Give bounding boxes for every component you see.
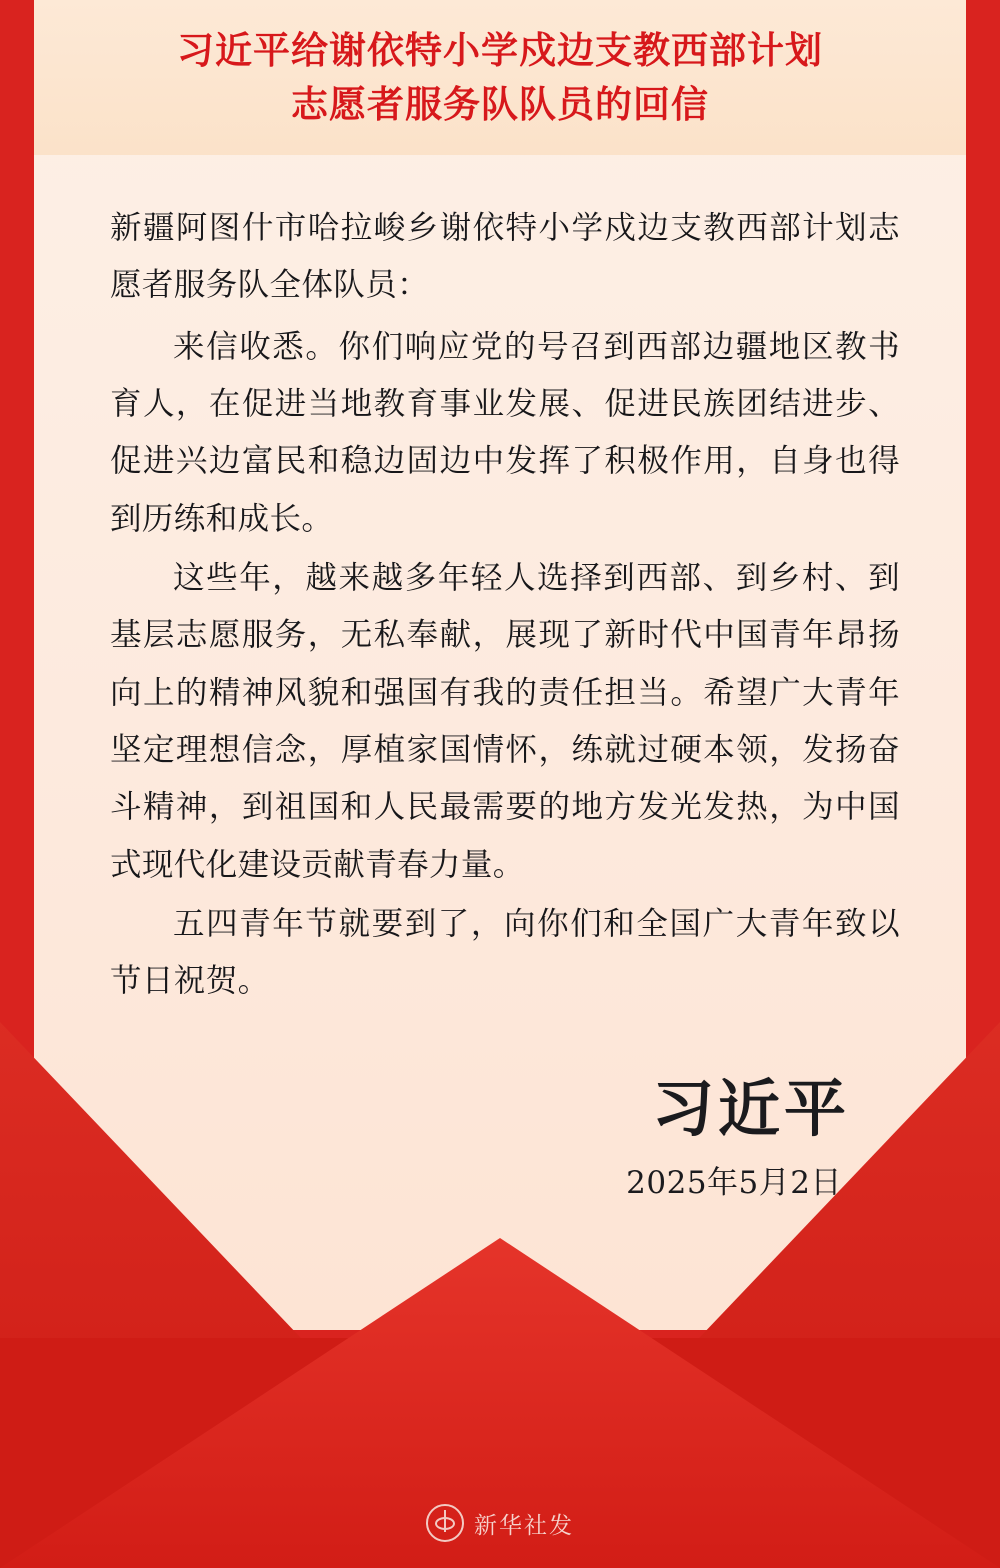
xinhua-emblem-icon bbox=[426, 1504, 464, 1542]
footer-agency-label: 新华社发 bbox=[474, 1512, 574, 1539]
signature-block bbox=[626, 1072, 850, 1202]
letter-body bbox=[110, 200, 900, 1013]
letter-paragraph-2: 这些年，越来越多年轻人选择到西部、到乡村、到基层志愿服务，无私奉献，展现了新时代中国青年昂扬向上的精神风貌和强国有我的责任担当。希望广大青年坚定理想信念，厚植家国情怀，练就过硬本领，发扬奋斗精神，到祖国和人民最需要的地方发光发热，为中国式现代化建设贡献青春力量。 bbox=[110, 559, 900, 883]
page-title-line-1: 习近平给谢依特小学戍边支教西部计划 bbox=[177, 27, 823, 72]
title-banner bbox=[34, 0, 966, 155]
page-title-line-2: 志愿者服务队队员的回信 bbox=[291, 81, 709, 126]
letter-salutation: 新疆阿图什市哈拉峻乡谢依特小学戍边支教西部计划志愿者服务队全体队员： bbox=[110, 210, 900, 304]
footer-credit bbox=[0, 1504, 1000, 1542]
signature-name: 习近平 bbox=[651, 1072, 850, 1145]
signature-date: 2025年5月2日 bbox=[626, 1165, 842, 1202]
letter-paragraph-1: 来信收悉。你们响应党的号召到西部边疆地区教书育人，在促进当地教育事业发展、促进民族团结进步、促进兴边富民和稳边固边中发挥了积极作用，自身也得到历练和成长。 bbox=[110, 328, 900, 537]
letter-paragraph-3: 五四青年节就要到了，向你们和全国广大青年致以节日祝贺。 bbox=[110, 905, 900, 1000]
